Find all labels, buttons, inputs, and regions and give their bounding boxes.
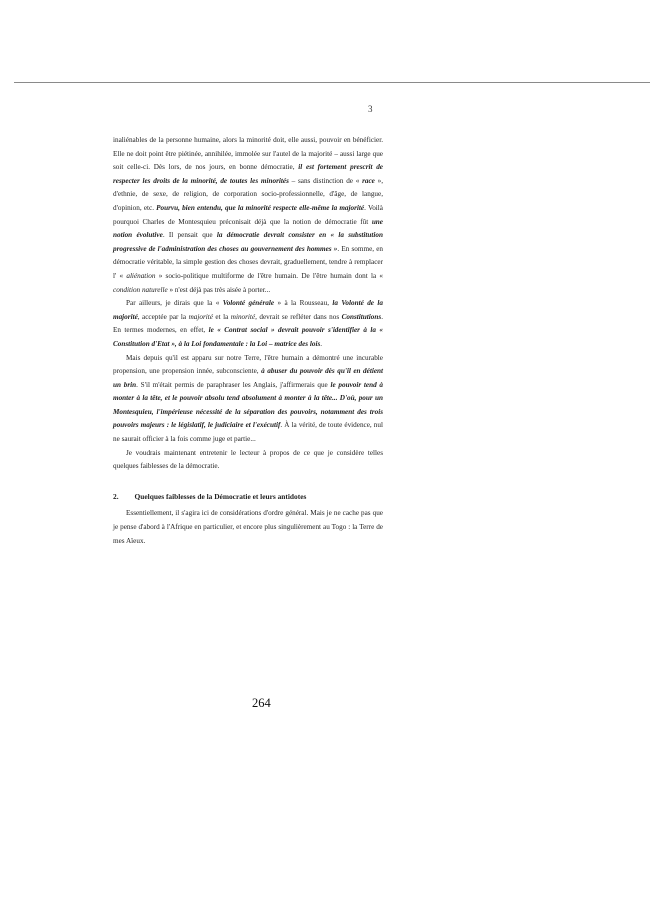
text-run: , acceptée par la [137, 312, 189, 321]
emphasis: il est fortement prescrit de respecter les droits de la minorité, de toutes les minorités [113, 163, 383, 185]
section-title: Quelques faiblesses de la Démocratie et leurs antidotes [134, 491, 307, 501]
emphasis: Constitutions [341, 312, 382, 321]
text-run: . Voilà pourquoi Charles de Montesquieu préconisait déjà que la notion de démocratie fût [113, 203, 383, 226]
emphasis: la démocratie devrait consister en « la substitution progressive de l'administration des choses au gouvernement des hommes » [113, 231, 383, 253]
text-run: . S'il m'était permis de paraphraser les Anglais, j'affirmerais que [136, 380, 331, 389]
emphasis: Pourvu, bien entendu, que la minorité respecte elle-même la majorité [156, 203, 365, 212]
text-run: . Il pensait que [162, 231, 217, 240]
page-number: 3 [368, 104, 373, 114]
paragraph-1 [113, 134, 383, 297]
text-run: Mais depuis qu'il est apparu sur notre Terre, l'être humain a démontré une incurable propension, une propension innée, subconsciente, [113, 353, 383, 376]
emphasis: une notion évolutive [113, 217, 383, 240]
text-run: . [320, 339, 323, 348]
emphasis: le « Contrat social » devrait pouvoir s'identifier à la « Constitution d'Etat », à la Loi fondamentale : la Loi – matrice des lois [113, 326, 384, 348]
section-number: 2. [113, 491, 119, 501]
text-run: inaliénables de la personne humaine, alors la minorité doit, elle aussi, pouvoir en bénéficier. Elle ne doit point être piétinée, annihilée, immolée sur l'autel de la majorité – aussi large que soit celle-ci. Dès lors, de nos jours, en bonne démocratie, [113, 136, 383, 172]
text-run: » n'est déjà pas très aisée à porter... [167, 285, 271, 294]
text-run: », d'ethnie, de sexe, de religion, de corporation socio-professionnelle, d'âge, de langue, d'opinion, etc. [113, 176, 383, 212]
text-run: » à la Rousseau, [274, 299, 333, 308]
text-run: Par ailleurs, je dirais que la « [126, 299, 223, 308]
emphasis: race [362, 176, 375, 185]
emphasis: aliénation [126, 271, 156, 280]
paragraph-3 [113, 352, 383, 447]
text-run: – sans distinction de « [288, 176, 363, 185]
emphasis: le pouvoir tend à monter à la tête, et le pouvoir absolu tend absolument à monter à la tête... D'où, pour un Montesquieu, l'impérieuse nécessité de la séparation des pouvoirs, notamment des trois pouvoirs majeurs : le législatif, le judiciaire et l'exécutif [113, 380, 384, 430]
paragraph-4: Je voudrais maintenant entretenir le lecteur à propos de ce que je considère telles quelques faiblesses de la démocratie. [113, 448, 383, 471]
emphasis: la Volonté de la majorité [113, 299, 383, 321]
paragraph-5: Essentiellement, il s'agira ici de considérations d'ordre général. Mais je ne cache pas que je pense d'abord à l'Afrique en particulier, et encore plus singulièrement au Togo : la Terre de mes Aïeux. [113, 509, 383, 545]
spacer [113, 474, 383, 480]
section-heading [113, 490, 383, 504]
emphasis: condition naturelle [113, 285, 168, 294]
page-body [113, 134, 383, 548]
text-run: et la [212, 312, 231, 321]
paragraph-2 [113, 297, 383, 351]
folio-number: 264 [252, 696, 271, 710]
header-rule [14, 82, 650, 83]
emphasis: Volonté générale [222, 299, 275, 308]
emphasis: majorité [188, 312, 213, 321]
text-run: . En somme, en démocratie véritable, la simple gestion des choses devrait, graduellement, tendre à remplacer l' « [113, 244, 384, 280]
text-run: , devrait se refléter dans nos [255, 312, 342, 321]
text-run: . À la vérité, de toute évidence, nul ne saurait officier à la fois comme juge et partie... [113, 421, 383, 444]
text-run: » socio-politique multiforme de l'être humain. De l'être humain dont la « [155, 271, 384, 280]
emphasis: à abuser du pouvoir dès qu'il en détient un brin [113, 367, 384, 389]
emphasis: minorité [230, 312, 256, 321]
text-run: . En termes modernes, en effet, [113, 312, 383, 335]
